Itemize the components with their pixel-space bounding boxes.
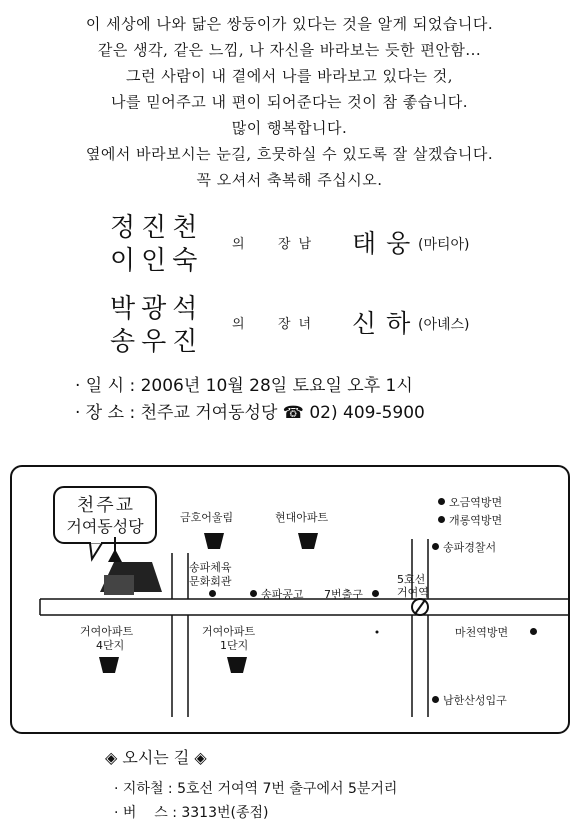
groom-father-name: 정진천 <box>110 213 204 243</box>
location-dot <box>530 628 537 635</box>
location-dot <box>250 590 257 597</box>
bride-relation-prefix: 의 <box>232 317 245 332</box>
message-line: 많이 행복합니다. <box>231 119 348 137</box>
location-dot <box>209 590 216 597</box>
sports-center-label-1: 송파체육 <box>189 561 232 574</box>
location-dot <box>438 498 445 505</box>
message-line: 옆에서 바라보시는 눈길, 흐뭇하실 수 있도록 잘 살겠습니다. <box>85 145 494 163</box>
bride-mother-name: 송우진 <box>110 327 204 357</box>
location-dot <box>432 696 439 703</box>
groom-relation: 장남 <box>278 237 320 252</box>
macheon-label: 마천역방면 <box>455 626 509 639</box>
hyundai-label: 현대아파트 <box>275 511 329 524</box>
groom-relation-prefix: 의 <box>232 237 245 252</box>
apt4-label-2: 4단지 <box>96 639 125 652</box>
message-line: 나를 믿어주고 내 편이 되어준다는 것이 참 좋습니다. <box>111 93 468 111</box>
church-label-line2: 거여동성당 <box>66 517 144 536</box>
sports-center-label-2: 문화회관 <box>189 575 232 588</box>
ogeum-label: 오금역방면 <box>449 496 503 509</box>
date-label: · 일 시 : <box>75 376 141 396</box>
namhansan-label: 남한산성입구 <box>443 694 507 707</box>
bride-name: 신하 <box>352 309 421 338</box>
songpa-tech-label: 송파공고 <box>261 588 304 601</box>
date-value: 2006년 10월 28일 토요일 오후 1시 <box>140 376 413 396</box>
groom-name: 태웅 <box>352 229 421 258</box>
groom-baptism-name: (마티아) <box>418 237 470 253</box>
message-line: 이 세상에 나와 닮은 쌍둥이가 있다는 것을 알게 되었습니다. <box>85 15 494 33</box>
bride-father-name: 박광석 <box>110 294 204 324</box>
apt1-label-1: 거여아파트 <box>202 625 256 638</box>
bride-relation: 장녀 <box>278 317 320 332</box>
apt1-label-2: 1단지 <box>220 639 249 652</box>
directions-title: ◈ 오시는 길 ◈ <box>105 748 207 767</box>
groom-mother-name: 이인숙 <box>110 246 204 276</box>
bride-baptism-name: (아녜스) <box>418 317 470 333</box>
message-line: 같은 생각, 같은 느낌, 나 자신을 바라보는 듯한 편안함... <box>97 41 482 59</box>
geumho-label: 금호어울림 <box>180 511 234 524</box>
exit7-label: 7번출구 <box>324 588 363 601</box>
songpa-police-label: 송파경찰서 <box>443 541 497 554</box>
event-place <box>75 398 425 423</box>
location-map <box>10 465 570 734</box>
message-line: 꼭 오셔서 축복해 주십시오. <box>196 171 383 189</box>
location-dot <box>432 543 439 550</box>
church-label-line1: 천주교 <box>76 495 136 516</box>
message-line: 그런 사람이 내 곁에서 나를 바라보고 있다는 것, <box>126 67 453 85</box>
location-dot <box>372 590 379 597</box>
gaerong-label: 개롱역방면 <box>449 514 503 527</box>
directions-subway: · 지하철 : 5호선 거여역 7번 출구에서 5분거리 <box>114 781 398 797</box>
location-dot <box>438 516 445 523</box>
directions-bus: · 버 스 : 3313번(종점) <box>114 805 269 821</box>
place-label: · 장 소 : <box>75 403 141 423</box>
place-value: 천주교 거여동성당 ☎ 02) 409-5900 <box>140 403 425 423</box>
apt4-label-1: 거여아파트 <box>80 625 134 638</box>
event-date <box>75 371 413 396</box>
line5-label-1: 5호선 <box>397 573 426 586</box>
line5-label-2: 거여역 <box>397 586 429 599</box>
